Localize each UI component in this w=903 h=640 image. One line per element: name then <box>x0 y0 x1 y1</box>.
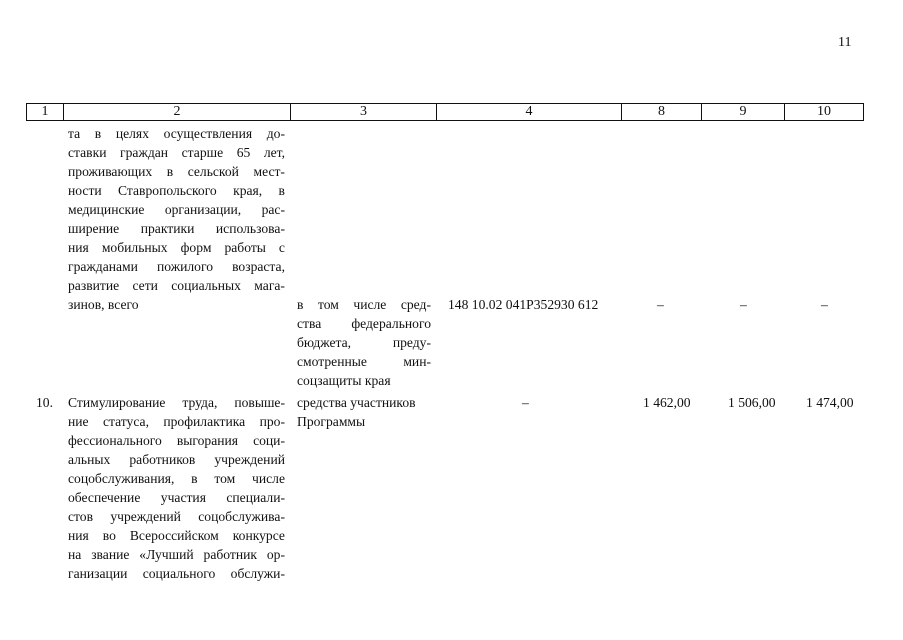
row10-col8: 1 462,00 <box>643 395 691 410</box>
subrow-col9: – <box>740 297 747 312</box>
header-col-2: 2 <box>173 104 181 119</box>
row10-col10: 1 474,00 <box>806 395 854 410</box>
subrow-col10: – <box>821 297 828 312</box>
text-line: ния мобильных форм работы с <box>68 240 285 255</box>
header-col-1: 1 <box>41 104 49 119</box>
header-col-4: 4 <box>525 104 533 119</box>
text-line: ганизации социального обслужи- <box>68 566 285 581</box>
row10-description <box>68 393 285 583</box>
text-line: ности Ставропольского края, в <box>68 183 285 198</box>
text-line: проживающих в сельской мест- <box>68 164 285 179</box>
subrow-col8: – <box>657 297 664 312</box>
text-line: на звание «Лучший работник ор- <box>68 547 285 562</box>
table-header-row <box>26 103 864 121</box>
subrow-code: 148 10.02 041P352930 612 <box>448 297 599 312</box>
header-col-3: 3 <box>360 104 367 119</box>
text-line: ние статуса, профилактика про- <box>68 414 285 429</box>
text-line: та в целях осуществления до- <box>68 126 285 141</box>
text-line: смотренные мин- <box>297 354 431 369</box>
text-line: обеспечение участия специали- <box>68 490 285 505</box>
text-line: ства федерального <box>297 316 431 331</box>
row10-col9: 1 506,00 <box>728 395 776 410</box>
text-line: фессионального выгорания соци- <box>68 433 285 448</box>
text-line: альных работников учреждений <box>68 452 285 467</box>
text-line: медицинские организации, рас- <box>68 202 285 217</box>
text-line: ния во Всероссийском конкурсе <box>68 528 285 543</box>
row10-number: 10. <box>36 395 53 410</box>
text-line: в том числе сред- <box>297 297 431 312</box>
text-line: развитие сети социальных мага- <box>68 278 285 293</box>
header-col-10: 10 <box>817 104 831 119</box>
text-line: ставки граждан старше 65 лет, <box>68 145 285 160</box>
header-col-9: 9 <box>739 104 747 119</box>
row10-source <box>297 393 437 431</box>
text-line: бюджета, преду- <box>297 335 431 350</box>
row10-code: – <box>522 395 529 410</box>
text-line: соцзащиты края <box>297 373 391 388</box>
text-line: Программы <box>297 414 366 429</box>
text-line: зинов, всего <box>68 297 139 312</box>
subrow-source <box>297 295 431 390</box>
continuation-description <box>68 124 285 314</box>
text-line: ширение практики использова- <box>68 221 285 236</box>
text-line: Стимулирование труда, повыше- <box>68 395 285 410</box>
text-line: стов учреждений соцобслужива- <box>68 509 285 524</box>
header-col-8: 8 <box>658 104 665 119</box>
text-line: соцобслуживания, в том числе <box>68 471 285 486</box>
text-line: гражданами пожилого возраста, <box>68 259 285 274</box>
text-line: средства участников <box>297 395 416 410</box>
page-number: 11 <box>838 35 852 50</box>
